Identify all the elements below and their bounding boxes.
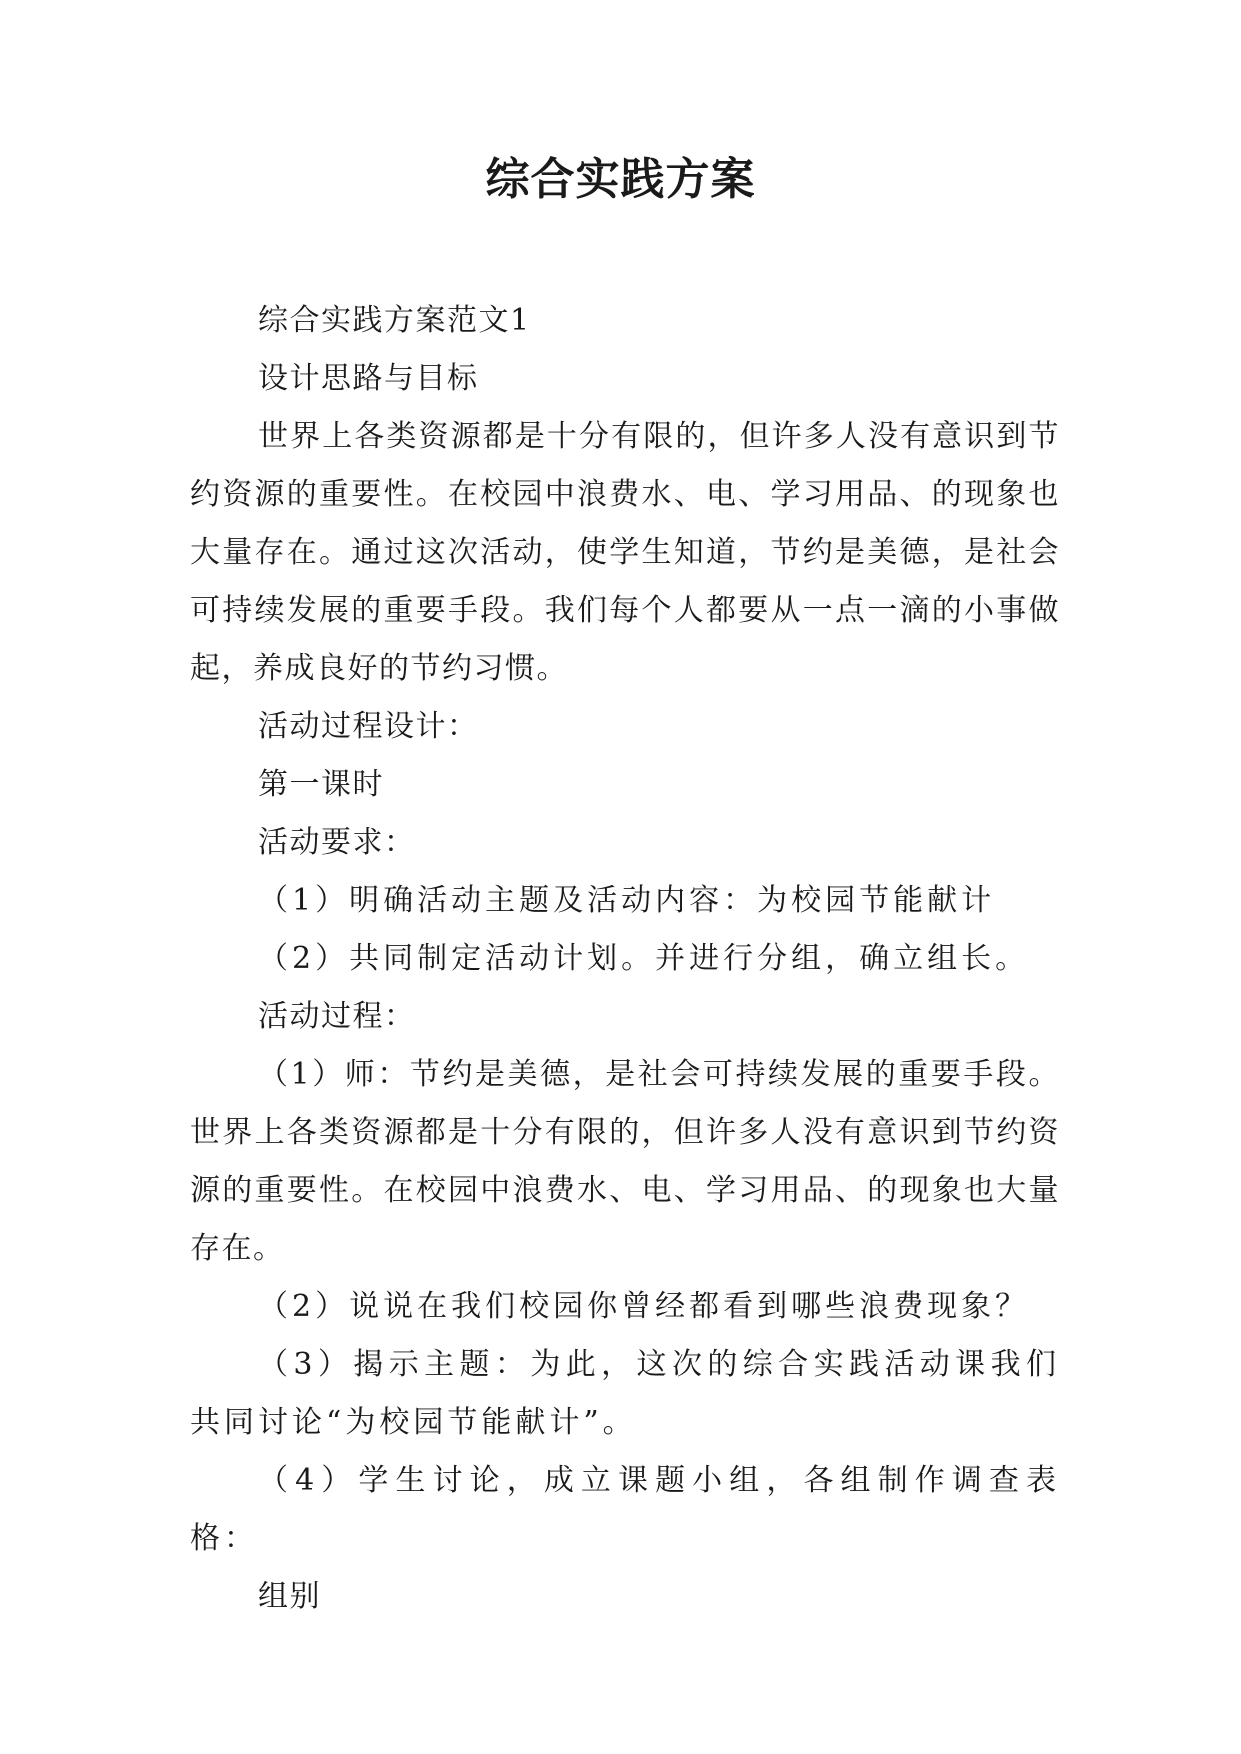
paragraph-process-1: （1）师：节约是美德，是社会可持续发展的重要手段。世界上各类资源都是十分有限的，但许多人没有意识到节约资源的重要性。在校园中浪费水、电、学习用品、的现象也大量存在。 [190, 1057, 1060, 1266]
document-title: 综合实践方案 [485, 154, 756, 205]
paragraph-heading-process-design: 活动过程设计： [258, 709, 479, 744]
paragraph-intro: 世界上各类资源都是十分有限的，但许多人没有意识到节约资源的重要性。在校园中浪费水、电、学习用品、的现象也大量存在。通过这次活动，使学生知道，节约是美德，是社会可持续发展的重要手段。我们每个人都要从一点一滴的小事做起，养成良好的节约习惯。 [190, 419, 1060, 686]
document-body [190, 292, 1060, 1626]
paragraph-heading-requirements: 活动要求： [258, 825, 416, 860]
paragraph-process-3: （3）揭示主题：为此，这次的综合实践活动课我们共同讨论“为校园节能献计”。 [190, 1347, 1060, 1440]
paragraph-subtitle: 综合实践方案范文1 [258, 303, 531, 338]
paragraph-requirement-1: （1）明确活动主题及活动内容：为校园节能献计 [258, 883, 996, 918]
paragraph-heading-process: 活动过程： [258, 999, 416, 1034]
paragraph-process-2: （2）说说在我们校园你曾经都看到哪些浪费现象？ [258, 1289, 1030, 1324]
paragraph-group-label: 组别 [258, 1579, 321, 1614]
paragraph-lesson-one: 第一课时 [258, 767, 384, 802]
paragraph-process-4: （4）学生讨论，成立课题小组，各组制作调查表格： [190, 1463, 1060, 1556]
paragraph-requirement-2: （2）共同制定活动计划。并进行分组，确立组长。 [258, 941, 1030, 976]
paragraph-heading-design: 设计思路与目标 [258, 361, 479, 396]
